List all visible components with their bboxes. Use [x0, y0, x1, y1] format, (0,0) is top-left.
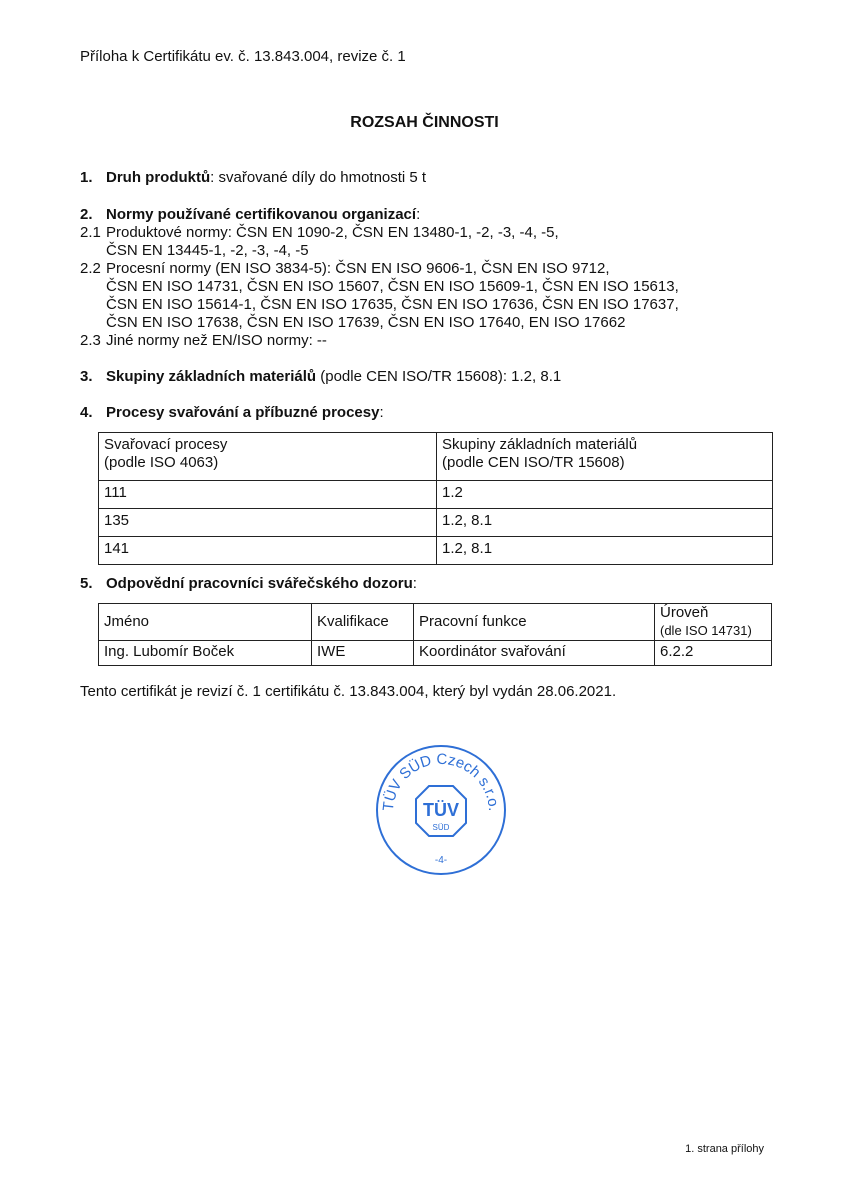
section-4-number: 4.: [80, 404, 93, 421]
page-footer: 1. strana přílohy: [685, 1143, 764, 1155]
section-1-number: 1.: [80, 169, 93, 186]
section-2-2-number: 2.2: [80, 260, 101, 277]
process-cell: 141: [99, 537, 437, 565]
header-cell-materials: [437, 433, 773, 481]
section-2-1-number: 2.1: [80, 224, 101, 241]
section-4-tail: :: [379, 404, 384, 421]
section-2-number: 2.: [80, 206, 93, 223]
header-materials-line-1: Skupiny základních materiálů: [442, 436, 638, 453]
section-2-2-line-2: ČSN EN ISO 14731, ČSN EN ISO 15607, ČSN EN ISO 15609-1, ČSN EN ISO 15613,: [106, 278, 679, 295]
material-cell: 1.2, 8.1: [437, 509, 773, 537]
stamp-number: -4-: [434, 855, 448, 866]
table-row: [99, 509, 773, 537]
section-2-1-line-1: [80, 224, 559, 241]
section-5-label: Odpovědní pracovníci svářečského dozoru: [106, 575, 413, 592]
stamp-ring-text: TÜV SÜD Czech s.r.o.: [379, 750, 503, 812]
material-cell: 1.2: [437, 481, 773, 509]
section-2-3-number: 2.3: [80, 332, 101, 349]
section-2-2-line-4: ČSN EN ISO 17638, ČSN EN ISO 17639, ČSN EN ISO 17640, EN ISO 17662: [106, 314, 626, 331]
material-cell: 1.2, 8.1: [437, 537, 773, 565]
supervisors-table: [98, 603, 772, 666]
header-cell-function: Pracovní funkce: [414, 604, 655, 641]
header-processes-line-2: (podle ISO 4063): [104, 454, 219, 471]
process-cell: 111: [99, 481, 437, 509]
section-4-label: Procesy svařování a příbuzné procesy: [106, 404, 380, 421]
function-cell: Koordinátor svařování: [414, 641, 655, 666]
section-2-2-text-a: Procesní normy (EN ISO 3834-5): ČSN EN ISO 9606-1, ČSN EN ISO 9712,: [106, 260, 610, 277]
table-row: [99, 481, 773, 509]
section-3-number: 3.: [80, 368, 93, 385]
revision-note: Tento certifikát je revizí č. 1 certifikátu č. 13.843.004, který byl vydán 28.06.2021.: [80, 683, 617, 700]
header-level-line-1: Úroveň: [660, 604, 709, 621]
section-2-3-text: Jiné normy než EN/ISO normy: --: [106, 332, 327, 349]
header-level-line-2: (dle ISO 14731): [660, 623, 752, 638]
section-2-2-line-1: [80, 260, 610, 277]
table-row: [99, 537, 773, 565]
table-header-row: [99, 604, 772, 641]
section-5: [80, 575, 417, 592]
section-2: [80, 206, 420, 223]
document-header: Příloha k Certifikátu ev. č. 13.843.004, revize č. 1: [80, 48, 406, 65]
qualification-cell: IWE: [312, 641, 414, 666]
section-1-label: Druh produktů: [106, 169, 211, 186]
section-4: [80, 404, 384, 421]
section-2-3-line: [80, 332, 327, 349]
section-2-1-text-a: Produktové normy: ČSN EN 1090-2, ČSN EN 13480-1, -2, -3, -4, -5,: [106, 224, 559, 241]
header-cell-qualification: Kvalifikace: [312, 604, 414, 641]
header-processes-line-1: Svařovací procesy: [104, 436, 228, 453]
level-cell: 6.2.2: [655, 641, 772, 666]
section-3-text: (podle CEN ISO/TR 15608): 1.2, 8.1: [316, 368, 562, 385]
stamp-logo-bottom: SÜD: [432, 823, 450, 832]
company-stamp: [373, 742, 509, 878]
section-2-tail: :: [416, 206, 421, 223]
section-5-tail: :: [412, 575, 417, 592]
section-2-label: Normy používané certifikovanou organizací: [106, 206, 417, 223]
section-1-text: : svařované díly do hmotnosti 5 t: [210, 169, 427, 186]
section-2-2-line-3: ČSN EN ISO 15614-1, ČSN EN ISO 17635, ČSN EN ISO 17636, ČSN EN ISO 17637,: [106, 296, 679, 313]
section-1: [80, 169, 426, 186]
page-title: ROZSAH ČINNOSTI: [350, 114, 499, 131]
header-materials-line-2: (podle CEN ISO/TR 15608): [442, 454, 625, 471]
header-cell-name: Jméno: [99, 604, 312, 641]
section-3: [80, 368, 561, 385]
table-header-row: [99, 433, 773, 481]
header-cell-level: [655, 604, 772, 641]
welding-processes-table: [98, 432, 773, 565]
header-cell-processes: [99, 433, 437, 481]
section-5-number: 5.: [80, 575, 93, 592]
section-3-label: Skupiny základních materiálů: [106, 368, 317, 385]
name-cell: Ing. Lubomír Boček: [99, 641, 312, 666]
process-cell: 135: [99, 509, 437, 537]
table-row: [99, 641, 772, 666]
section-2-1-line-2: ČSN EN 13445-1, -2, -3, -4, -5: [106, 242, 309, 259]
stamp-logo-top: TÜV: [423, 800, 459, 820]
